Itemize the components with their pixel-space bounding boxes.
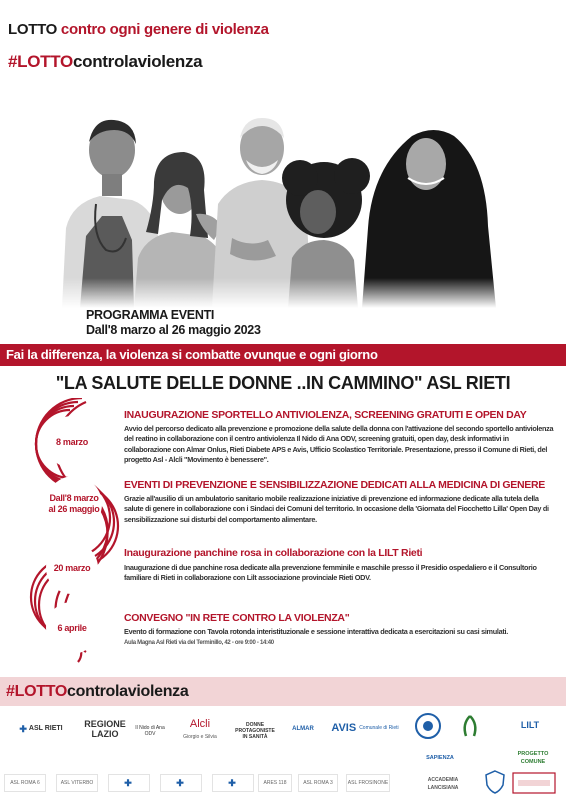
hashtag-rest: controlaviolenza — [72, 52, 203, 71]
footer-hashtag — [0, 677, 566, 706]
event-date-2-line1: Dall'8 marzo — [49, 493, 99, 503]
header-title-rest: contro ogni genere di violenza — [57, 21, 269, 38]
logo-accademia — [412, 774, 474, 794]
slogan-banner: Fai la differenza, la violenza si combatte ovunque e ogni giorno — [0, 344, 566, 366]
event-4-title: CONVEGNO "IN RETE CONTRO LA VIOLENZA" — [124, 612, 350, 624]
logo-asl-roma3 — [298, 774, 338, 792]
logo-asl-roma6-text: ASL ROMA 6 — [10, 780, 40, 786]
logo-ares — [258, 774, 292, 792]
program-heading — [86, 308, 261, 338]
header-hashtag — [8, 52, 202, 72]
logo-ente-3 — [108, 774, 150, 792]
event-date-4 — [46, 602, 98, 654]
event-2-title: EVENTI DI PREVENZIONE E SENSIBILIZZAZIONE DEDICATI ALLA MEDICINA DI GENERE — [124, 479, 545, 491]
logo-asl-roma3-text: ASL ROMA 3 — [303, 780, 333, 786]
event-date-3 — [46, 542, 98, 594]
cross-icon: ✚ — [228, 778, 236, 788]
event-date-1-text: 8 marzo — [56, 436, 88, 447]
logo-avis — [328, 716, 402, 740]
logo-regione-text-1: REGIONE — [84, 719, 126, 729]
logo-accademia-text: ACCADEMIA LANCISIANA — [427, 777, 459, 791]
header-title — [8, 21, 269, 38]
cross-icon: ✚ — [19, 724, 27, 734]
event-date-2-text — [49, 493, 100, 515]
logo-avis-text: AVIS — [331, 721, 357, 734]
logo-progetto-comune-text: PROGETTO COMUNE — [517, 751, 549, 765]
logo-seal — [512, 772, 556, 794]
event-3-title: Inaugurazione panchine rosa in collaborazione con la LILT Rieti — [124, 547, 423, 559]
main-title: "LA SALUTE DELLE DONNE ..IN CAMMINO" ASL RIETI — [55, 373, 511, 393]
event-date-4-text: 6 aprile — [57, 622, 87, 633]
header-title-lotto: LOTTO — [8, 21, 58, 38]
logo-sapienza — [410, 748, 470, 768]
logo-asl-frosinone — [346, 774, 390, 792]
logo-nido-ana — [134, 716, 166, 746]
logo-donne-text: DONNE PROTAGONISTE IN SANITÀ — [235, 722, 275, 740]
logo-alcli-text: Alcli — [189, 718, 211, 730]
event-2-text: Grazie all'ausilio di un ambulatorio sanitario mobile realizzazione iniziative di prevenzione ed informazione dedicate alla tutela della salute di genere in collaborazione con i Sindaci dei Comuni del territorio. In occasione della 'Giornata del Fiocchetto Lilla' Open Day di sensibilizzazione sui disturbi del comportamento alimentare. — [124, 494, 549, 524]
event-date-3-text: 20 marzo — [53, 562, 91, 573]
logo-almar-text: ALMAR — [292, 726, 314, 732]
event-3-text: Inaugurazione di due panchine rosa dedicate alla prevenzione femminile e maschile presso il Presidio ospedaliero e il Consultorio familiare di Rieti in collaborazione con Lilt associazione provinciale Rieti ODV. — [124, 563, 537, 583]
logo-shield — [484, 770, 506, 794]
logo-regione-text-2: LAZIO — [91, 729, 119, 739]
logo-alcli-sub: Giorgio e Silvia — [183, 734, 217, 740]
people-photo — [62, 108, 502, 308]
hashtag-lotto: #LOTTO — [8, 52, 73, 71]
footer-hashtag-rest: controlaviolenza — [67, 683, 189, 700]
event-4-venue: Aula Magna Asl Rieti via del Terminillo, 42 - ore 9:00 - 14:40 — [124, 640, 274, 646]
footer-hashtag-lotto: #LOTTO — [6, 683, 68, 700]
logo-progetto-comune — [508, 748, 558, 768]
program-title: PROGRAMMA EVENTI — [86, 308, 215, 322]
logo-sapienza-text: SAPIENZA — [426, 755, 454, 761]
logo-lilt — [506, 712, 554, 738]
event-1-title: INAUGURAZIONE SPORTELLO ANTIVIOLENZA, SCREENING GRATUITI E OPEN DAY — [124, 409, 527, 421]
logo-alcli — [174, 716, 226, 746]
logo-ribbon — [456, 712, 484, 740]
event-date-1 — [46, 416, 98, 468]
logo-asl-viterbo — [56, 774, 98, 792]
program-dates: Dall'8 marzo al 26 maggio 2023 — [86, 323, 261, 337]
logo-circle-blue — [414, 712, 442, 740]
logo-asl-rieti-text: ASL RIETI — [28, 725, 63, 732]
logo-asl-viterbo-text: ASL VITERBO — [60, 780, 94, 786]
cross-icon: ✚ — [176, 778, 184, 788]
logo-asl-frosinone-text: ASL FROSINONE — [347, 780, 389, 786]
logo-avis-sub: Comunale di Rieti — [359, 724, 399, 731]
logo-asl-rieti — [14, 716, 68, 742]
event-date-2 — [46, 476, 102, 532]
logo-ares-text: ARES 118 — [263, 780, 287, 786]
logo-lilt-text: LILT — [520, 720, 540, 730]
logo-regione-lazio — [82, 716, 128, 742]
logo-donne-protagoniste — [232, 716, 278, 746]
logo-almar — [284, 712, 322, 746]
logo-ente-5 — [212, 774, 254, 792]
event-4-text: Evento di formazione con Tavola rotonda interistituzionale e sessione interattiva dedicata a esercitazioni su casi simulati. — [124, 627, 508, 636]
logo-ente-4 — [160, 774, 202, 792]
event-1-text: Avvio del percorso dedicato alla prevenzione e promozione della salute della donna con l'attivazione del secondo sportello antiviolenza del reatino in collaborazione con il centro antiviolenza Il Nido di Ana ODV, screening gratuiti, open day, desk informativi in collaborazione con Almar Onlus, Rieti Diabete APS e Avis, Ufficio Scolastico Territoriale. Presentazione, presso il Comune di Rieti, del progetto Asl - Alcli "Movimento è benessere". — [124, 424, 554, 465]
cross-icon: ✚ — [124, 778, 132, 788]
logo-nido-ana-text: Il Nido di Ana ODV — [135, 725, 165, 737]
event-date-2-line2: al 26 maggio — [48, 504, 100, 514]
logo-asl-roma6 — [4, 774, 46, 792]
